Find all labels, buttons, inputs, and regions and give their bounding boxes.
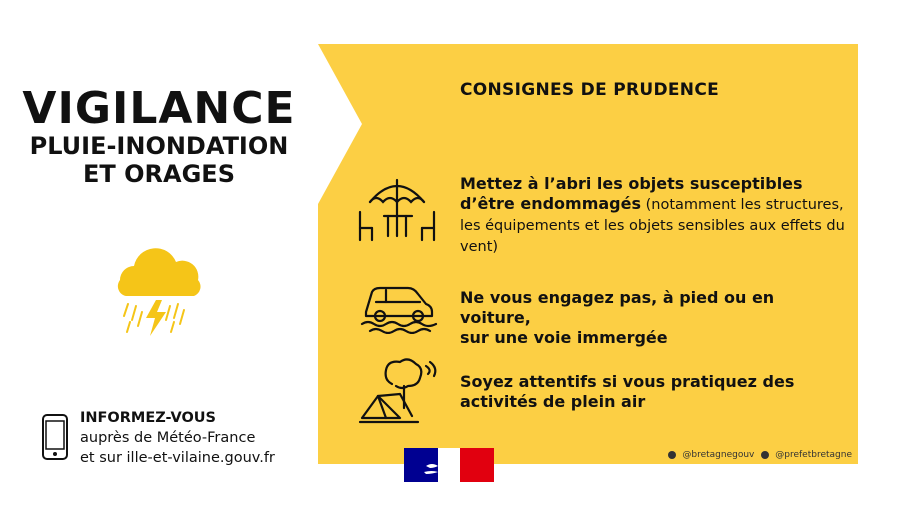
republique-francaise-logo: [404, 448, 494, 482]
title-pluie-inondation: PLUIE-INONDATION: [29, 132, 289, 160]
social-handles: [664, 450, 852, 460]
title-block: [0, 83, 318, 188]
table-umbrella-icon: [356, 176, 438, 248]
twitter-handle-text: @bretagnegouv: [682, 450, 755, 460]
item-immersed-road: [460, 288, 850, 348]
storm-cloud-icon: [108, 240, 208, 340]
info-title: INFORMEZ-VOUS: [80, 410, 216, 426]
title-vigilance: VIGILANCE: [22, 83, 296, 134]
item1-bold-line2: d’être endommagés: [460, 194, 641, 213]
facebook-handle-text: @prefetbretagne: [775, 450, 852, 460]
item-shelter-objects: [460, 174, 850, 257]
info-line-website: et sur ille-et-vilaine.gouv.fr: [80, 450, 275, 466]
item1-bold-line1: Mettez à l’abri les objets susceptibles: [460, 174, 803, 193]
phone-icon: [42, 414, 68, 460]
prudence-panel: [318, 44, 858, 464]
info-block: [80, 408, 275, 468]
title-orages: ET ORAGES: [83, 160, 235, 188]
flooded-car-icon: [358, 282, 440, 334]
item2-bold-line1: Ne vous engagez pas, à pied ou en voiture,: [460, 288, 775, 327]
item-outdoor-activities: [460, 372, 850, 412]
item3-bold-line2: activités de plein air: [460, 392, 646, 411]
facebook-handle[interactable]: [761, 450, 852, 460]
item1-detail: (notamment les structures, les équipements et les objets sensibles aux effets du vent): [460, 197, 845, 255]
tent-tree-icon: [358, 356, 440, 426]
panel-title: CONSIGNES DE PRUDENCE: [460, 80, 720, 100]
twitter-handle[interactable]: [668, 450, 754, 460]
item2-bold-line2: sur une voie immergée: [460, 328, 668, 347]
facebook-icon: [761, 451, 769, 459]
twitter-icon: [668, 451, 676, 459]
info-line-meteo: auprès de Météo-France: [80, 430, 256, 446]
item3-bold-line1: Soyez attentifs si vous pratiquez des: [460, 372, 795, 391]
